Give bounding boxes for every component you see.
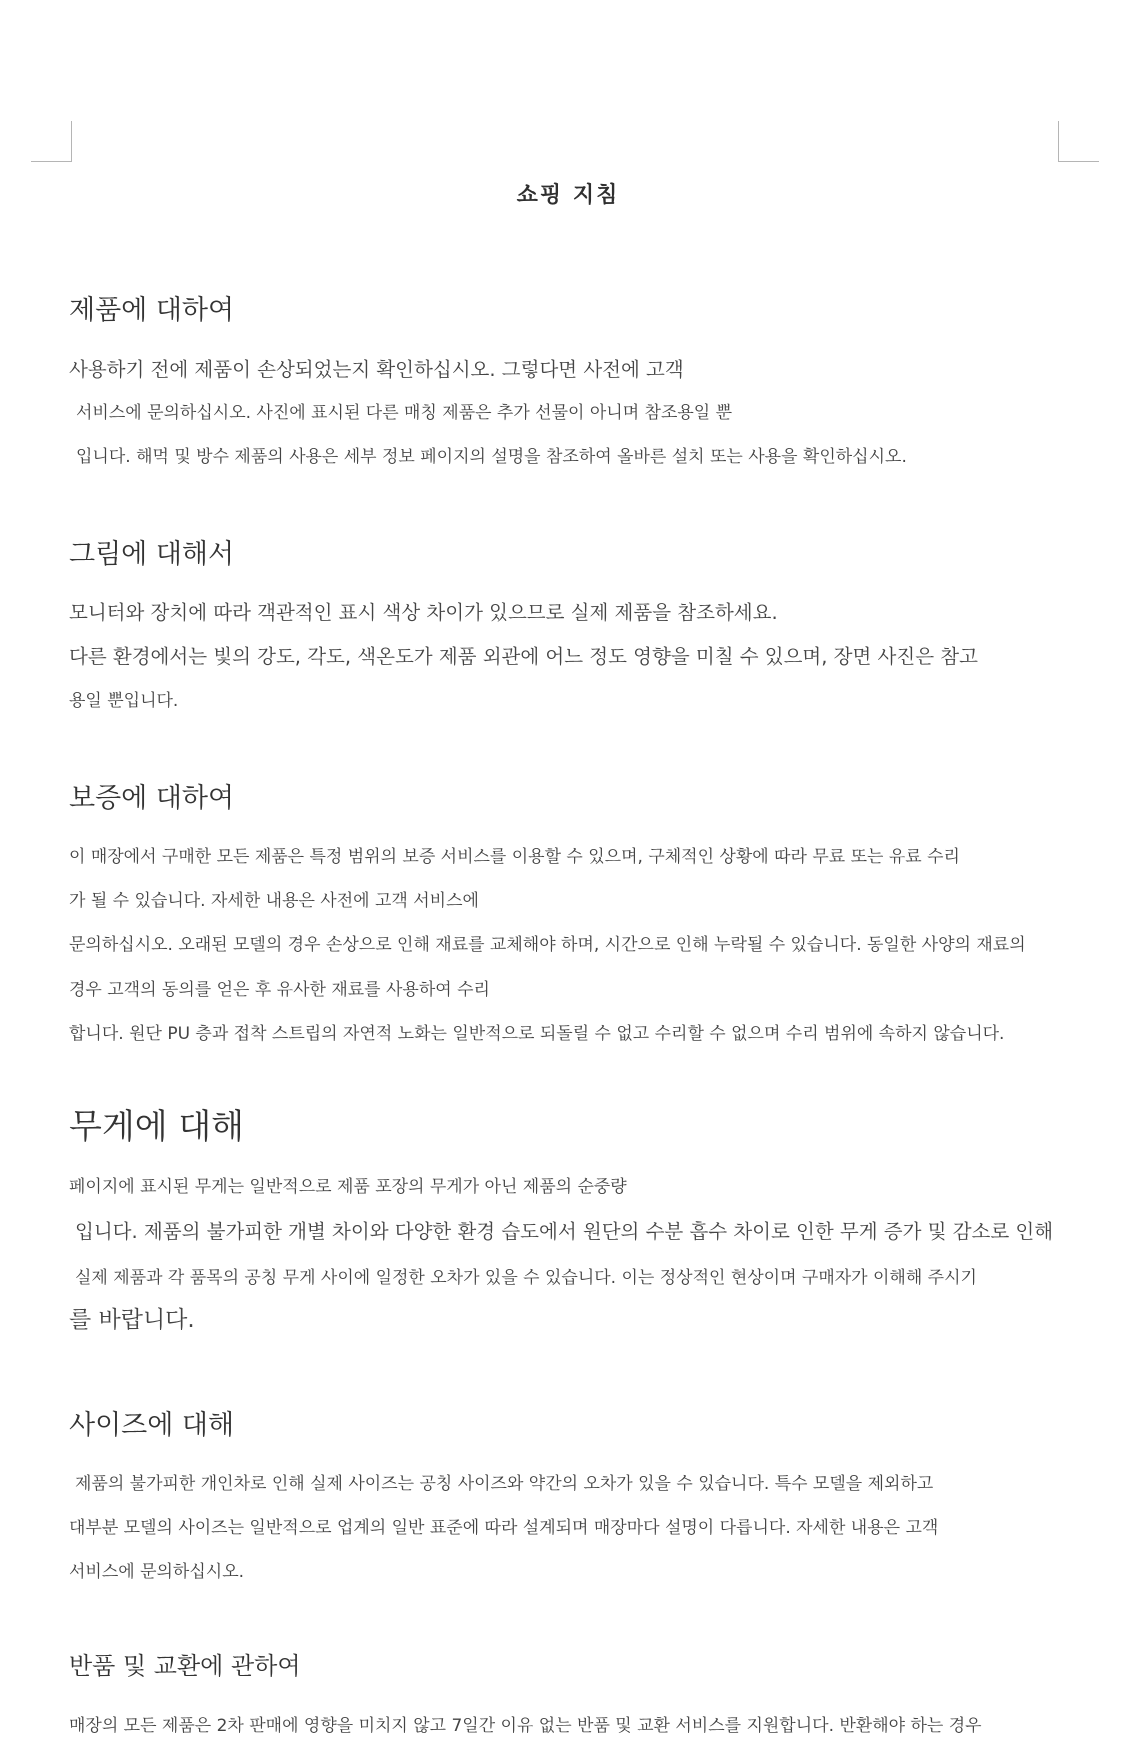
crop-mark-top-left (31, 121, 72, 162)
section-heading-images: 그림에 대해서 (69, 539, 235, 570)
product-text-line: 서비스에 문의하십시오. 사진에 표시된 다른 매칭 제품은 추가 선물이 아니며 참조용일 뿐 (76, 403, 733, 423)
section-heading-product: 제품에 대하여 (69, 295, 235, 326)
warranty-text-line: 문의하십시오. 오래된 모델의 경우 손상으로 인해 재료를 교체해야 하며, 시간으로 인해 누락될 수 있습니다. 동일한 사양의 재료의 (69, 935, 1026, 955)
warranty-text-line: 합니다. 원단 PU 층과 접착 스트립의 자연적 노화는 일반적으로 되돌릴 수 없고 수리할 수 없으며 수리 범위에 속하지 않습니다. (69, 1024, 1005, 1044)
product-text-line: 입니다. 해먹 및 방수 제품의 사용은 세부 정보 페이지의 설명을 참조하여 올바른 설치 또는 사용을 확인하십시오. (76, 447, 907, 467)
warranty-text-line: 경우 고객의 동의를 얻은 후 유사한 재료를 사용하여 수리 (69, 980, 490, 1000)
product-text-line: 사용하기 전에 제품이 손상되었는지 확인하십시오. 그렇다면 사전에 고객 (69, 358, 684, 381)
weight-text-line: 입니다. 제품의 불가피한 개별 차이와 다양한 환경 습도에서 원단의 수분 흡수 차이로 인한 무게 증가 및 감소로 인해 (75, 1220, 1054, 1243)
size-text-line: 대부분 모델의 사이즈는 일반적으로 업계의 일반 표준에 따라 설계되며 매장마다 설명이 다릅니다. 자세한 내용은 고객 (69, 1518, 939, 1538)
page-title: 쇼핑 지침 (516, 183, 620, 208)
images-text-line: 다른 환경에서는 빛의 강도, 각도, 색온도가 제품 외관에 어느 정도 영향을 미칠 수 있으며, 장면 사진은 참고 (69, 645, 978, 668)
weight-text-line: 실제 제품과 각 품목의 공칭 무게 사이에 일정한 오차가 있을 수 있습니다. 이는 정상적인 현상이며 구매자가 이해해 주시기 (75, 1268, 977, 1288)
images-text-line: 모니터와 장치에 따라 객관적인 표시 색상 차이가 있으므로 실제 제품을 참조하세요. (69, 601, 778, 624)
weight-text-line: 페이지에 표시된 무게는 일반적으로 제품 포장의 무게가 아닌 제품의 순중량 (69, 1177, 627, 1197)
crop-mark-top-right (1058, 121, 1099, 162)
section-heading-weight: 무게에 대해 (69, 1107, 245, 1147)
section-heading-warranty: 보증에 대하여 (69, 783, 235, 814)
section-heading-size: 사이즈에 대해 (69, 1410, 235, 1441)
section-heading-returns: 반품 및 교환에 관하여 (69, 1652, 301, 1680)
weight-text-line: 를 바랍니다. (69, 1307, 195, 1333)
size-text-line: 서비스에 문의하십시오. (69, 1562, 245, 1582)
warranty-text-line: 가 될 수 있습니다. 자세한 내용은 사전에 고객 서비스에 (69, 891, 479, 911)
images-text-line: 용일 뿐입니다. (69, 691, 179, 711)
size-text-line: 제품의 불가피한 개인차로 인해 실제 사이즈는 공칭 사이즈와 약간의 오차가 있을 수 있습니다. 특수 모델을 제외하고 (75, 1474, 934, 1494)
warranty-text-line: 이 매장에서 구매한 모든 제품은 특정 범위의 보증 서비스를 이용할 수 있으며, 구체적인 상황에 따라 무료 또는 유료 수리 (69, 847, 960, 867)
returns-text-line: 매장의 모든 제품은 2차 판매에 영향을 미치지 않고 7일간 이유 없는 반품 및 교환 서비스를 지원합니다. 반환해야 하는 경우 (69, 1716, 982, 1736)
